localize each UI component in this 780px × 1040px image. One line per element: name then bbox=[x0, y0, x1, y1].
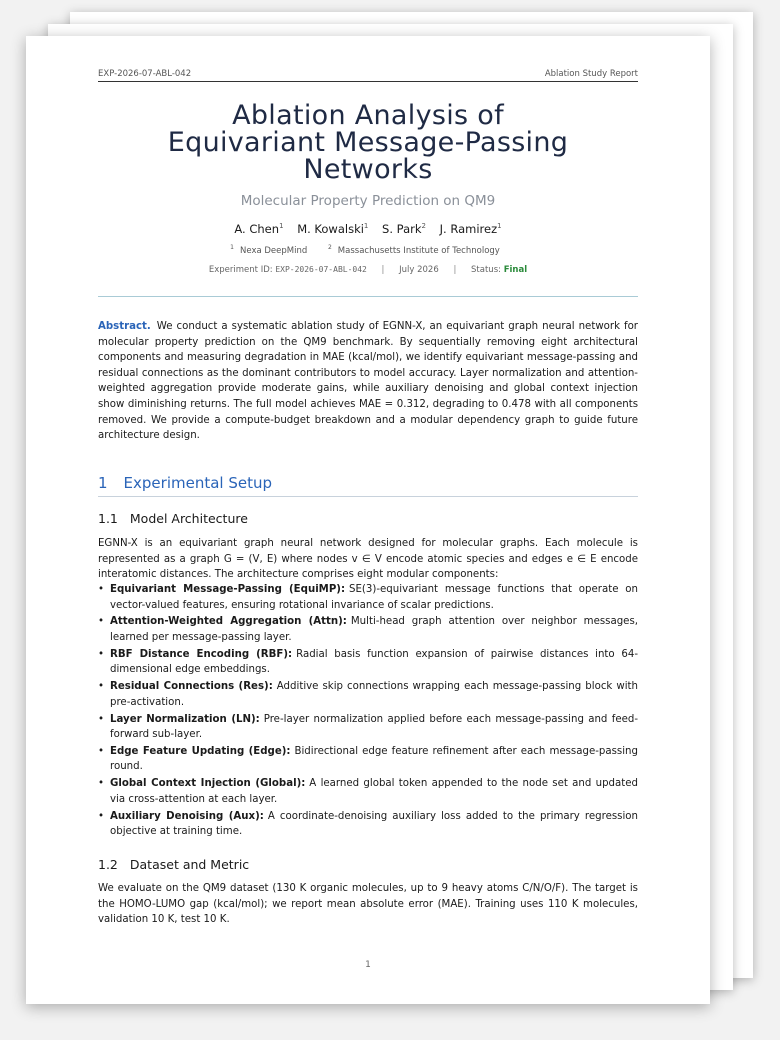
header-experiment-id: EXP-2026-07-ABL-042 bbox=[98, 69, 192, 79]
meta-separator: | bbox=[453, 265, 457, 275]
status-badge: Final bbox=[503, 265, 528, 275]
paper-page bbox=[26, 36, 710, 1004]
title-line-1: Ablation Analysis of bbox=[232, 100, 504, 131]
author: S. Park$^2$ bbox=[382, 222, 426, 236]
subsection-title: Dataset and Metric bbox=[129, 857, 250, 872]
list-item: • Edge Feature Updating (Edge): Bidirectional edge feature refinement after each message-passing round. bbox=[98, 745, 638, 773]
experiment-id-label: Experiment ID: bbox=[208, 265, 273, 275]
affiliation: $^2$ Massachusetts Institute of Technology bbox=[327, 244, 500, 256]
author-list bbox=[98, 222, 638, 236]
dataset-paragraph: We evaluate on the QM9 dataset (130 K organic molecules, up to 9 heavy atoms C/N/O/F). The target is the HOMO-LUMO gap (kcal/mol); we report mean absolute error (MAE). Training uses 110 K molecules, validation 10 K, test 10 K. bbox=[98, 883, 638, 926]
subsection-number: 1.2 bbox=[98, 857, 118, 872]
list-item: • Layer Normalization (LN): Pre-layer normalization applied before each message-passing and feed-forward sub-layer. bbox=[98, 713, 638, 741]
affiliation: $^1$ Nexa DeepMind bbox=[230, 244, 308, 256]
section-number: 1 bbox=[98, 474, 108, 492]
title-divider bbox=[98, 296, 638, 297]
abstract-text: We conduct a systematic ablation study of EGNN-X, an equivariant graph neural network for molecular property prediction on the QM9 benchmark. By sequentially removing eight architectural components and measuring degradation in MAE (kcal/mol), we identify equivariant message-passing and residual connections as the dominant contributors to model accuracy. Layer normalization and attention-weighted aggregation provide moderate gains, while auxiliary denoising and global context injection show diminishing returns. The full model achieves MAE = 0.312, degrading to 0.478 with all components removed. We provide a compute-budget breakdown and a modular dependency graph to guide future architecture design. bbox=[98, 321, 638, 442]
author: A. Chen$^1$ bbox=[234, 222, 284, 236]
list-item: • Residual Connections (Res): Additive skip connections wrapping each message-passing block with pre-activation. bbox=[98, 681, 638, 708]
component-list bbox=[98, 582, 638, 841]
abstract bbox=[98, 319, 638, 444]
list-item: • Equivariant Message-Passing (EquiMP): SE(3)-equivariant message functions that operate on vector-valued features, ensuring rotational invariance of scalar predictions. bbox=[98, 584, 638, 611]
paper-title bbox=[98, 102, 638, 183]
running-header bbox=[98, 69, 638, 82]
subsection-title: Model Architecture bbox=[129, 511, 248, 526]
meta-separator: | bbox=[381, 265, 385, 275]
experiment-id-value: EXP-2026-07-ABL-042 bbox=[275, 265, 367, 274]
author: M. Kowalski$^1$ bbox=[297, 222, 369, 236]
header-report-type: Ablation Study Report bbox=[544, 69, 638, 79]
experiment-meta bbox=[98, 265, 638, 275]
affiliations bbox=[98, 244, 638, 256]
subsection-heading-architecture bbox=[98, 511, 638, 526]
abstract-label: Abstract. bbox=[98, 321, 151, 332]
list-item: • RBF Distance Encoding (RBF): Radial basis function expansion of pairwise distances into 64-dimensional edge embeddings. bbox=[98, 648, 639, 676]
list-item: • Auxiliary Denoising (Aux): A coordinate-denoising auxiliary loss added to the primary regression objective at training time. bbox=[98, 810, 638, 838]
architecture-intro: EGNN-X is an equivariant graph neural network designed for molecular graphs. Each molecule is represented as a graph G = (V, E) where nodes v ∈ V encode atomic species and edges e ∈ E encode interatomic distances. The architecture comprises eight modular components: bbox=[98, 538, 638, 581]
title-line-2: Equivariant Message-Passing bbox=[167, 127, 569, 158]
section-heading-setup bbox=[98, 474, 638, 497]
page-number: 1 bbox=[365, 960, 371, 970]
experiment-date: July 2026 bbox=[399, 265, 439, 275]
subsection-heading-dataset bbox=[98, 857, 638, 872]
status-label: Status: bbox=[471, 265, 501, 275]
title-line-3: Networks bbox=[303, 154, 433, 185]
paper-subtitle: Molecular Property Prediction on QM9 bbox=[240, 193, 496, 209]
section-title: Experimental Setup bbox=[123, 474, 273, 492]
list-item: • Attention-Weighted Aggregation (Attn): Multi-head graph attention over neighbor messages, learned per message-passing layer. bbox=[98, 616, 638, 643]
author: J. Ramirez$^1$ bbox=[439, 222, 502, 236]
subsection-number: 1.1 bbox=[98, 511, 118, 526]
list-item: • Global Context Injection (Global): A learned global token appended to the node set and updated via cross-attention at each layer. bbox=[98, 778, 638, 805]
